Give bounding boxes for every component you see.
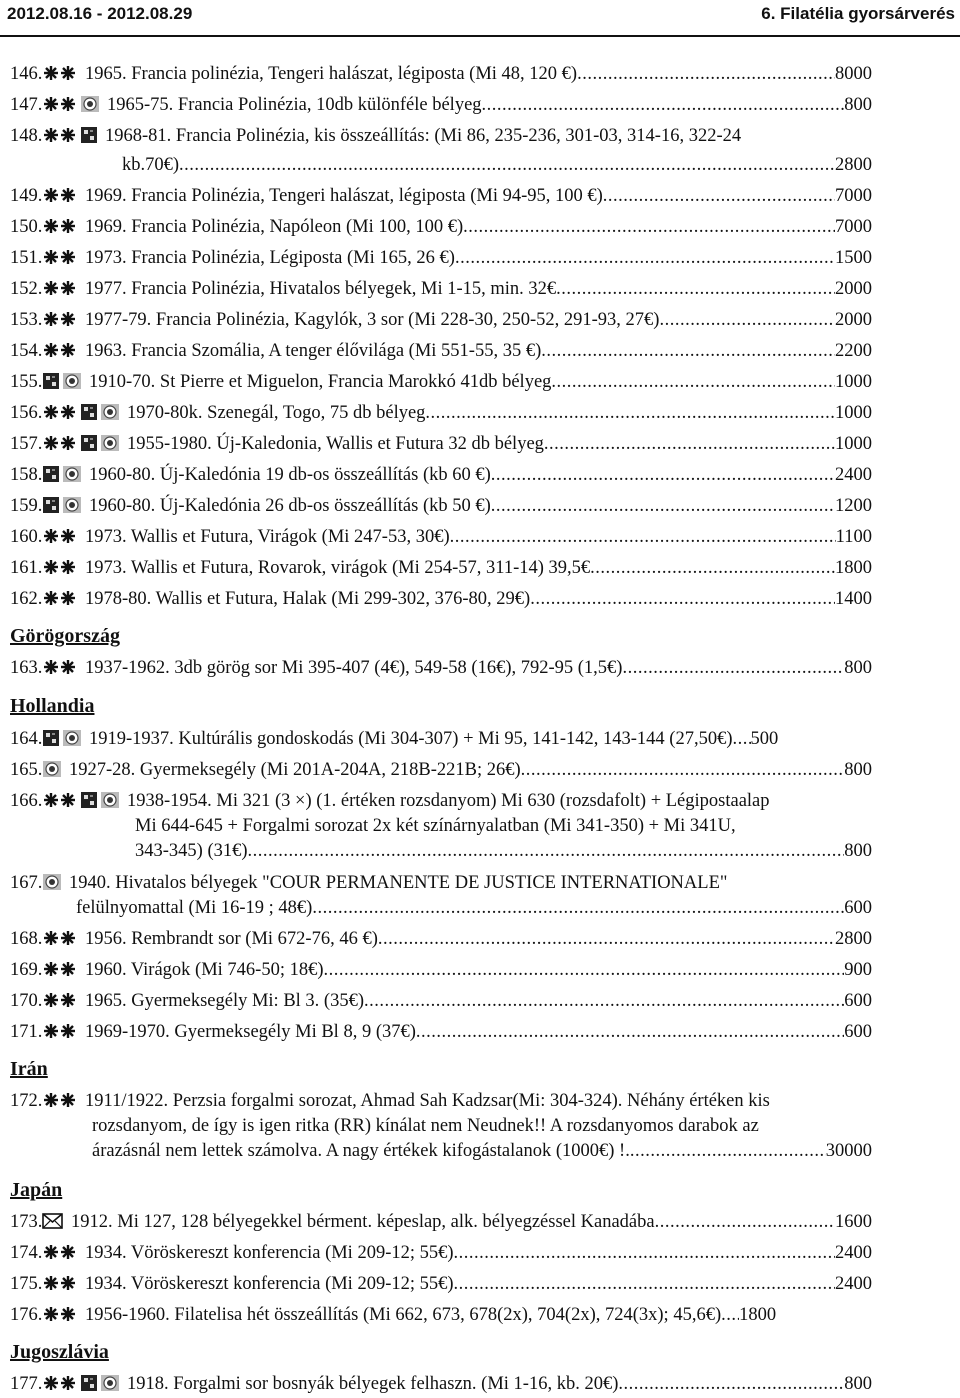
- lot-price: 1000: [835, 372, 872, 392]
- double-star-icon: [42, 992, 78, 1008]
- lot-description: 1910-70. St Pierre et Miguelon, Francia Marokkó 41db bélyeg: [89, 372, 552, 392]
- hinged-square-icon: [42, 497, 60, 513]
- lot-description: 1912. Mi 127, 128 bélyegekkel bérment. képeslap, alk. bélyegzéssel Kanadába: [71, 1212, 655, 1232]
- lot-price: 1400: [835, 589, 872, 609]
- lot-description: kb.70€): [122, 155, 180, 175]
- lot-number: 172.: [10, 1091, 43, 1111]
- lot-price: 2000: [835, 279, 872, 299]
- lot-price: 7000: [835, 186, 872, 206]
- lot-description: 1956-1960. Filatelisa hét összeállítás (Mi 662, 673, 678(2x), 704(2x), 724(3x); 45,6€): [85, 1305, 722, 1325]
- lot-number: 160.: [10, 527, 43, 547]
- dot-leader: [491, 492, 835, 520]
- lot-price: 2800: [835, 155, 872, 175]
- lot-price: 8000: [835, 64, 872, 84]
- dot-leader: [454, 1270, 835, 1298]
- lot-line: [10, 654, 872, 682]
- lot-number: 175.: [10, 1274, 43, 1294]
- lot-price: 800: [844, 841, 872, 861]
- lot-price: 600: [844, 1022, 872, 1042]
- lot-description: 1960. Virágok (Mi 746-50; 18€): [85, 960, 324, 980]
- lot-line: [76, 894, 872, 922]
- lot-description: 1968-81. Francia Polinézia, kis összeállítás: (Mi 86, 235-236, 301-03, 314-16, 322-24: [105, 126, 742, 146]
- lot-price: 1000: [835, 403, 872, 423]
- lot-description: 1973. Francia Polinézia, Légiposta (Mi 165, 26 €): [85, 248, 455, 268]
- double-star-icon: [42, 930, 78, 946]
- dot-leader: [425, 399, 835, 427]
- lot-number: 148.: [10, 126, 43, 146]
- lot-description: 1963. Francia Szomália, A tenger élővilága (Mi 551-55, 35 €): [85, 341, 542, 361]
- dot-leader: [416, 1018, 844, 1046]
- double-star-icon: [42, 404, 78, 420]
- lot-line: [10, 337, 872, 365]
- dot-leader: [556, 275, 835, 303]
- double-star-icon: [42, 187, 78, 203]
- lot-number: 150.: [10, 217, 43, 237]
- lot-line: [10, 925, 872, 953]
- lot-description: 1938-1954. Mi 321 (3 ×) (1. értéken rozsdanyom) Mi 630 (rozsdafolt) + Légipostaalap: [127, 791, 770, 811]
- dot-leader: [248, 837, 845, 865]
- double-star-icon: [42, 1092, 78, 1108]
- lot-description: 1956. Rembrandt sor (Mi 672-76, 46 €): [85, 929, 378, 949]
- double-star-icon: [42, 65, 78, 81]
- lot-line: [10, 1301, 872, 1329]
- lot-price: 800: [844, 658, 872, 678]
- lot-description: 1969. Francia Polinézia, Tengeri halászat, légiposta (Mi 94-95, 100 €): [85, 186, 603, 206]
- lot-line: [10, 956, 872, 984]
- dot-leader: [521, 756, 845, 784]
- postmark-circle-icon: [62, 730, 82, 746]
- lot-description: 1919-1937. Kultúrális gondoskodás (Mi 304-307) + Mi 95, 141-142, 143-144 (27,50€): [89, 729, 733, 749]
- lot-line: [92, 1112, 872, 1140]
- dot-leader: [324, 956, 845, 984]
- country-heading: Japán: [10, 1179, 63, 1201]
- date-range: 2012.08.16 - 2012.08.29: [7, 4, 193, 23]
- lot-line: [10, 1370, 872, 1398]
- lot-number: 151.: [10, 248, 43, 268]
- dot-leader: [655, 1208, 835, 1236]
- hinged-square-icon: [80, 792, 98, 808]
- lot-number: 157.: [10, 434, 43, 454]
- country-heading: Jugoszlávia: [10, 1341, 109, 1363]
- lot-description: 1965-75. Francia Polinézia, 10db különféle bélyeg: [107, 95, 482, 115]
- lot-number: 176.: [10, 1305, 43, 1325]
- lot-price: 7000: [835, 217, 872, 237]
- lot-line: [10, 869, 872, 897]
- lot-number: 149.: [10, 186, 43, 206]
- lot-description: 1973. Wallis et Futura, Virágok (Mi 247-53, 30€): [85, 527, 450, 547]
- hinged-square-icon: [42, 730, 60, 746]
- double-star-icon: [42, 792, 78, 808]
- lot-price: 1500: [835, 248, 872, 268]
- lot-line: [10, 1239, 872, 1267]
- hinged-square-icon: [80, 1375, 98, 1391]
- lot-price: 2400: [835, 1274, 872, 1294]
- lot-line: [10, 182, 872, 210]
- lot-price: 1000: [835, 434, 872, 454]
- double-star-icon: [42, 342, 78, 358]
- dot-leader: [630, 1137, 826, 1165]
- dot-leader: [450, 523, 836, 551]
- dot-leader: [463, 213, 835, 241]
- dot-leader: [364, 987, 844, 1015]
- lot-price: 2200: [835, 341, 872, 361]
- lot-number: 155.: [10, 372, 43, 392]
- lot-price: 1600: [835, 1212, 872, 1232]
- lot-price: 800: [844, 95, 872, 115]
- lot-description: 1965. Francia polinézia, Tengeri halászat, légiposta (Mi 48, 120 €): [85, 64, 578, 84]
- lot-description: 1960-80. Új-Kaledónia 26 db-os összeállítás (kb 50 €): [89, 496, 491, 516]
- lot-line: [10, 725, 872, 753]
- dot-leader: [530, 585, 835, 613]
- lot-number: 161.: [10, 558, 43, 578]
- lot-price: 2800: [835, 929, 872, 949]
- dot-leader: [618, 1370, 844, 1398]
- lot-line: [135, 812, 872, 840]
- lot-price: 500: [750, 729, 779, 749]
- lot-line: [10, 368, 872, 396]
- lot-line: [10, 122, 872, 150]
- hinged-square-icon: [80, 127, 98, 143]
- lot-line: [10, 306, 872, 334]
- lot-description: 1911/1922. Perzsia forgalmi sorozat, Ahmad Sah Kadzsar(Mi: 304-324). Néhány értéken kis: [85, 1091, 770, 1111]
- lot-description: 1934. Vöröskereszt konferencia (Mi 209-12; 55€): [85, 1274, 454, 1294]
- dot-leader: [622, 654, 844, 682]
- page-header: [0, 0, 960, 38]
- lot-number: 162.: [10, 589, 43, 609]
- lot-price: 600: [844, 991, 872, 1011]
- lot-number: 173.: [10, 1212, 43, 1232]
- lot-line: [10, 213, 872, 241]
- double-star-icon: [42, 311, 78, 327]
- lot-description: 1969. Francia Polinézia, Napóleon (Mi 100, 100 €): [85, 217, 464, 237]
- lot-number: 164.: [10, 729, 43, 749]
- hinged-square-icon: [80, 435, 98, 451]
- lot-price: 800: [844, 1374, 872, 1394]
- lot-description: 1927-28. Gyermeksegély (Mi 201A-204A, 218B-221B; 26€): [69, 760, 521, 780]
- double-star-icon: [42, 528, 78, 544]
- dot-leader: [482, 91, 845, 119]
- lot-description: Mi 644-645 + Forgalmi sorozat 2x két színárnyalatban (Mi 341-350) + Mi 341U,: [135, 816, 736, 836]
- lot-line: [10, 523, 872, 551]
- lot-description: 1973. Wallis et Futura, Rovarok, virágok (Mi 254-57, 311-14) 39,5€: [85, 558, 591, 578]
- lot-number: 169.: [10, 960, 43, 980]
- lot-number: 165.: [10, 760, 43, 780]
- lot-line: [10, 1018, 872, 1046]
- lot-line: [10, 554, 872, 582]
- dot-leader: [179, 151, 835, 179]
- dot-leader: [721, 1301, 739, 1329]
- lot-description: 1965. Gyermeksegély Mi: Bl 3. (35€): [85, 991, 364, 1011]
- lot-description: 343-345) (31€): [135, 841, 248, 861]
- postmark-circle-icon: [62, 373, 82, 389]
- lot-line: [10, 492, 872, 520]
- double-star-icon: [42, 590, 78, 606]
- lot-description: 1978-80. Wallis et Futura, Halak (Mi 299-302, 376-80, 29€): [85, 589, 531, 609]
- lot-price: 1200: [835, 496, 872, 516]
- double-star-icon: [42, 1275, 78, 1291]
- lot-number: 152.: [10, 279, 43, 299]
- lot-description: 1937-1962. 3db görög sor Mi 395-407 (4€), 549-58 (16€), 792-95 (1,5€): [85, 658, 623, 678]
- hinged-square-icon: [42, 373, 60, 389]
- lot-number: 146.: [10, 64, 43, 84]
- dot-leader: [733, 725, 751, 753]
- double-star-icon: [42, 1023, 78, 1039]
- dot-leader: [491, 461, 835, 489]
- double-star-icon: [42, 280, 78, 296]
- country-heading: Hollandia: [10, 695, 95, 717]
- dot-leader: [378, 925, 835, 953]
- double-star-icon: [42, 127, 78, 143]
- double-star-icon: [42, 1244, 78, 1260]
- lot-number: 147.: [10, 95, 43, 115]
- hinged-square-icon: [42, 466, 60, 482]
- lot-description: 1969-1970. Gyermeksegély Mi Bl 8, 9 (37€): [85, 1022, 416, 1042]
- auction-title: 6. Filatélia gyorsárverés: [761, 4, 955, 23]
- lot-number: 153.: [10, 310, 43, 330]
- lot-price: 900: [844, 960, 872, 980]
- lot-price: 1100: [835, 527, 872, 547]
- lot-number: 159.: [10, 496, 43, 516]
- lot-number: 156.: [10, 403, 43, 423]
- double-star-icon: [42, 435, 78, 451]
- lot-number: 171.: [10, 1022, 43, 1042]
- lot-line: [10, 987, 872, 1015]
- dot-leader: [603, 182, 835, 210]
- lot-description: 1977-79. Francia Polinézia, Kagylók, 3 sor (Mi 228-30, 250-52, 291-93, 27€): [85, 310, 660, 330]
- double-star-icon: [42, 1306, 78, 1322]
- lot-line: [10, 91, 872, 119]
- lot-description: 1940. Hivatalos bélyegek "COUR PERMANENTE DE JUSTICE INTERNATIONALE": [69, 873, 728, 893]
- lot-price: 2400: [835, 1243, 872, 1263]
- postmark-circle-icon: [62, 466, 82, 482]
- postmark-circle-icon: [62, 497, 82, 513]
- lot-description: 1970-80k. Szenegál, Togo, 75 db bélyeg: [127, 403, 426, 423]
- dot-leader: [544, 430, 835, 458]
- lot-number: 167.: [10, 873, 43, 893]
- double-star-icon: [42, 559, 78, 575]
- postmark-circle-icon: [100, 435, 120, 451]
- lot-line: [10, 244, 872, 272]
- double-star-icon: [42, 961, 78, 977]
- lot-price: 600: [844, 898, 872, 918]
- double-star-icon: [42, 249, 78, 265]
- lot-description: 1918. Forgalmi sor bosnyák bélyegek felhaszn. (Mi 1-16, kb. 20€): [127, 1374, 619, 1394]
- header-rule: [0, 35, 960, 37]
- lot-line: [10, 585, 872, 613]
- envelope-icon: [42, 1213, 64, 1229]
- lot-line: [92, 1137, 872, 1165]
- dot-leader: [659, 306, 835, 334]
- lot-description: 1955-1980. Új-Kaledonia, Wallis et Futura 32 db bélyeg: [127, 434, 544, 454]
- postmark-circle-icon: [42, 874, 62, 890]
- lot-price: 2000: [835, 310, 872, 330]
- lot-description: rozsdanyom, de így is igen ritka (RR) kínálat nem Neudnek!! A rozsdanyomos darabok az: [92, 1116, 759, 1136]
- lot-number: 154.: [10, 341, 43, 361]
- lot-description: árazásnál nem lettek számolva. A nagy értékek kifogástalanok (1000€) !.: [92, 1141, 630, 1161]
- dot-leader: [577, 60, 835, 88]
- postmark-circle-icon: [100, 1375, 120, 1391]
- dot-leader: [312, 894, 844, 922]
- lot-description: 1960-80. Új-Kaledónia 19 db-os összeállítás (kb 60 €): [89, 465, 491, 485]
- lot-number: 163.: [10, 658, 43, 678]
- lot-price: 30000: [825, 1141, 872, 1161]
- lot-line: [10, 1087, 872, 1115]
- lot-line: [10, 756, 872, 784]
- dot-leader: [541, 337, 835, 365]
- lot-price: 1800: [739, 1305, 777, 1325]
- dot-leader: [455, 244, 835, 272]
- dot-leader: [551, 368, 835, 396]
- lot-description: felülnyomattal (Mi 16-19 ; 48€): [76, 898, 313, 918]
- hinged-square-icon: [80, 404, 98, 420]
- double-star-icon: [42, 1375, 78, 1391]
- lot-price: 800: [844, 760, 872, 780]
- lot-line: [10, 461, 872, 489]
- postmark-circle-icon: [42, 761, 62, 777]
- lot-number: 166.: [10, 791, 43, 811]
- double-star-icon: [42, 659, 78, 675]
- lot-line: [122, 151, 872, 179]
- lot-description: 1934. Vöröskereszt konferencia (Mi 209-12; 55€): [85, 1243, 454, 1263]
- lot-line: [10, 60, 872, 88]
- lot-line: [10, 430, 872, 458]
- postmark-circle-icon: [100, 792, 120, 808]
- lot-line: [10, 399, 872, 427]
- lot-line: [135, 837, 872, 865]
- lot-line: [10, 1208, 872, 1236]
- lot-number: 168.: [10, 929, 43, 949]
- lot-line: [10, 1270, 872, 1298]
- lot-price: 2400: [835, 465, 872, 485]
- postmark-circle-icon: [80, 96, 100, 112]
- postmark-circle-icon: [100, 404, 120, 420]
- lot-line: [10, 275, 872, 303]
- lot-number: 170.: [10, 991, 43, 1011]
- lot-line: [10, 787, 872, 815]
- country-heading: Görögország: [10, 625, 120, 647]
- double-star-icon: [42, 96, 78, 112]
- lot-number: 158.: [10, 465, 43, 485]
- double-star-icon: [42, 218, 78, 234]
- dot-leader: [590, 554, 835, 582]
- lot-description: 1977. Francia Polinézia, Hivatalos bélyegek, Mi 1-15, min. 32€: [85, 279, 557, 299]
- lot-price: 1800: [835, 558, 872, 578]
- lot-number: 174.: [10, 1243, 43, 1263]
- lot-number: 177.: [10, 1374, 43, 1394]
- dot-leader: [454, 1239, 835, 1267]
- country-heading: Irán: [10, 1058, 48, 1080]
